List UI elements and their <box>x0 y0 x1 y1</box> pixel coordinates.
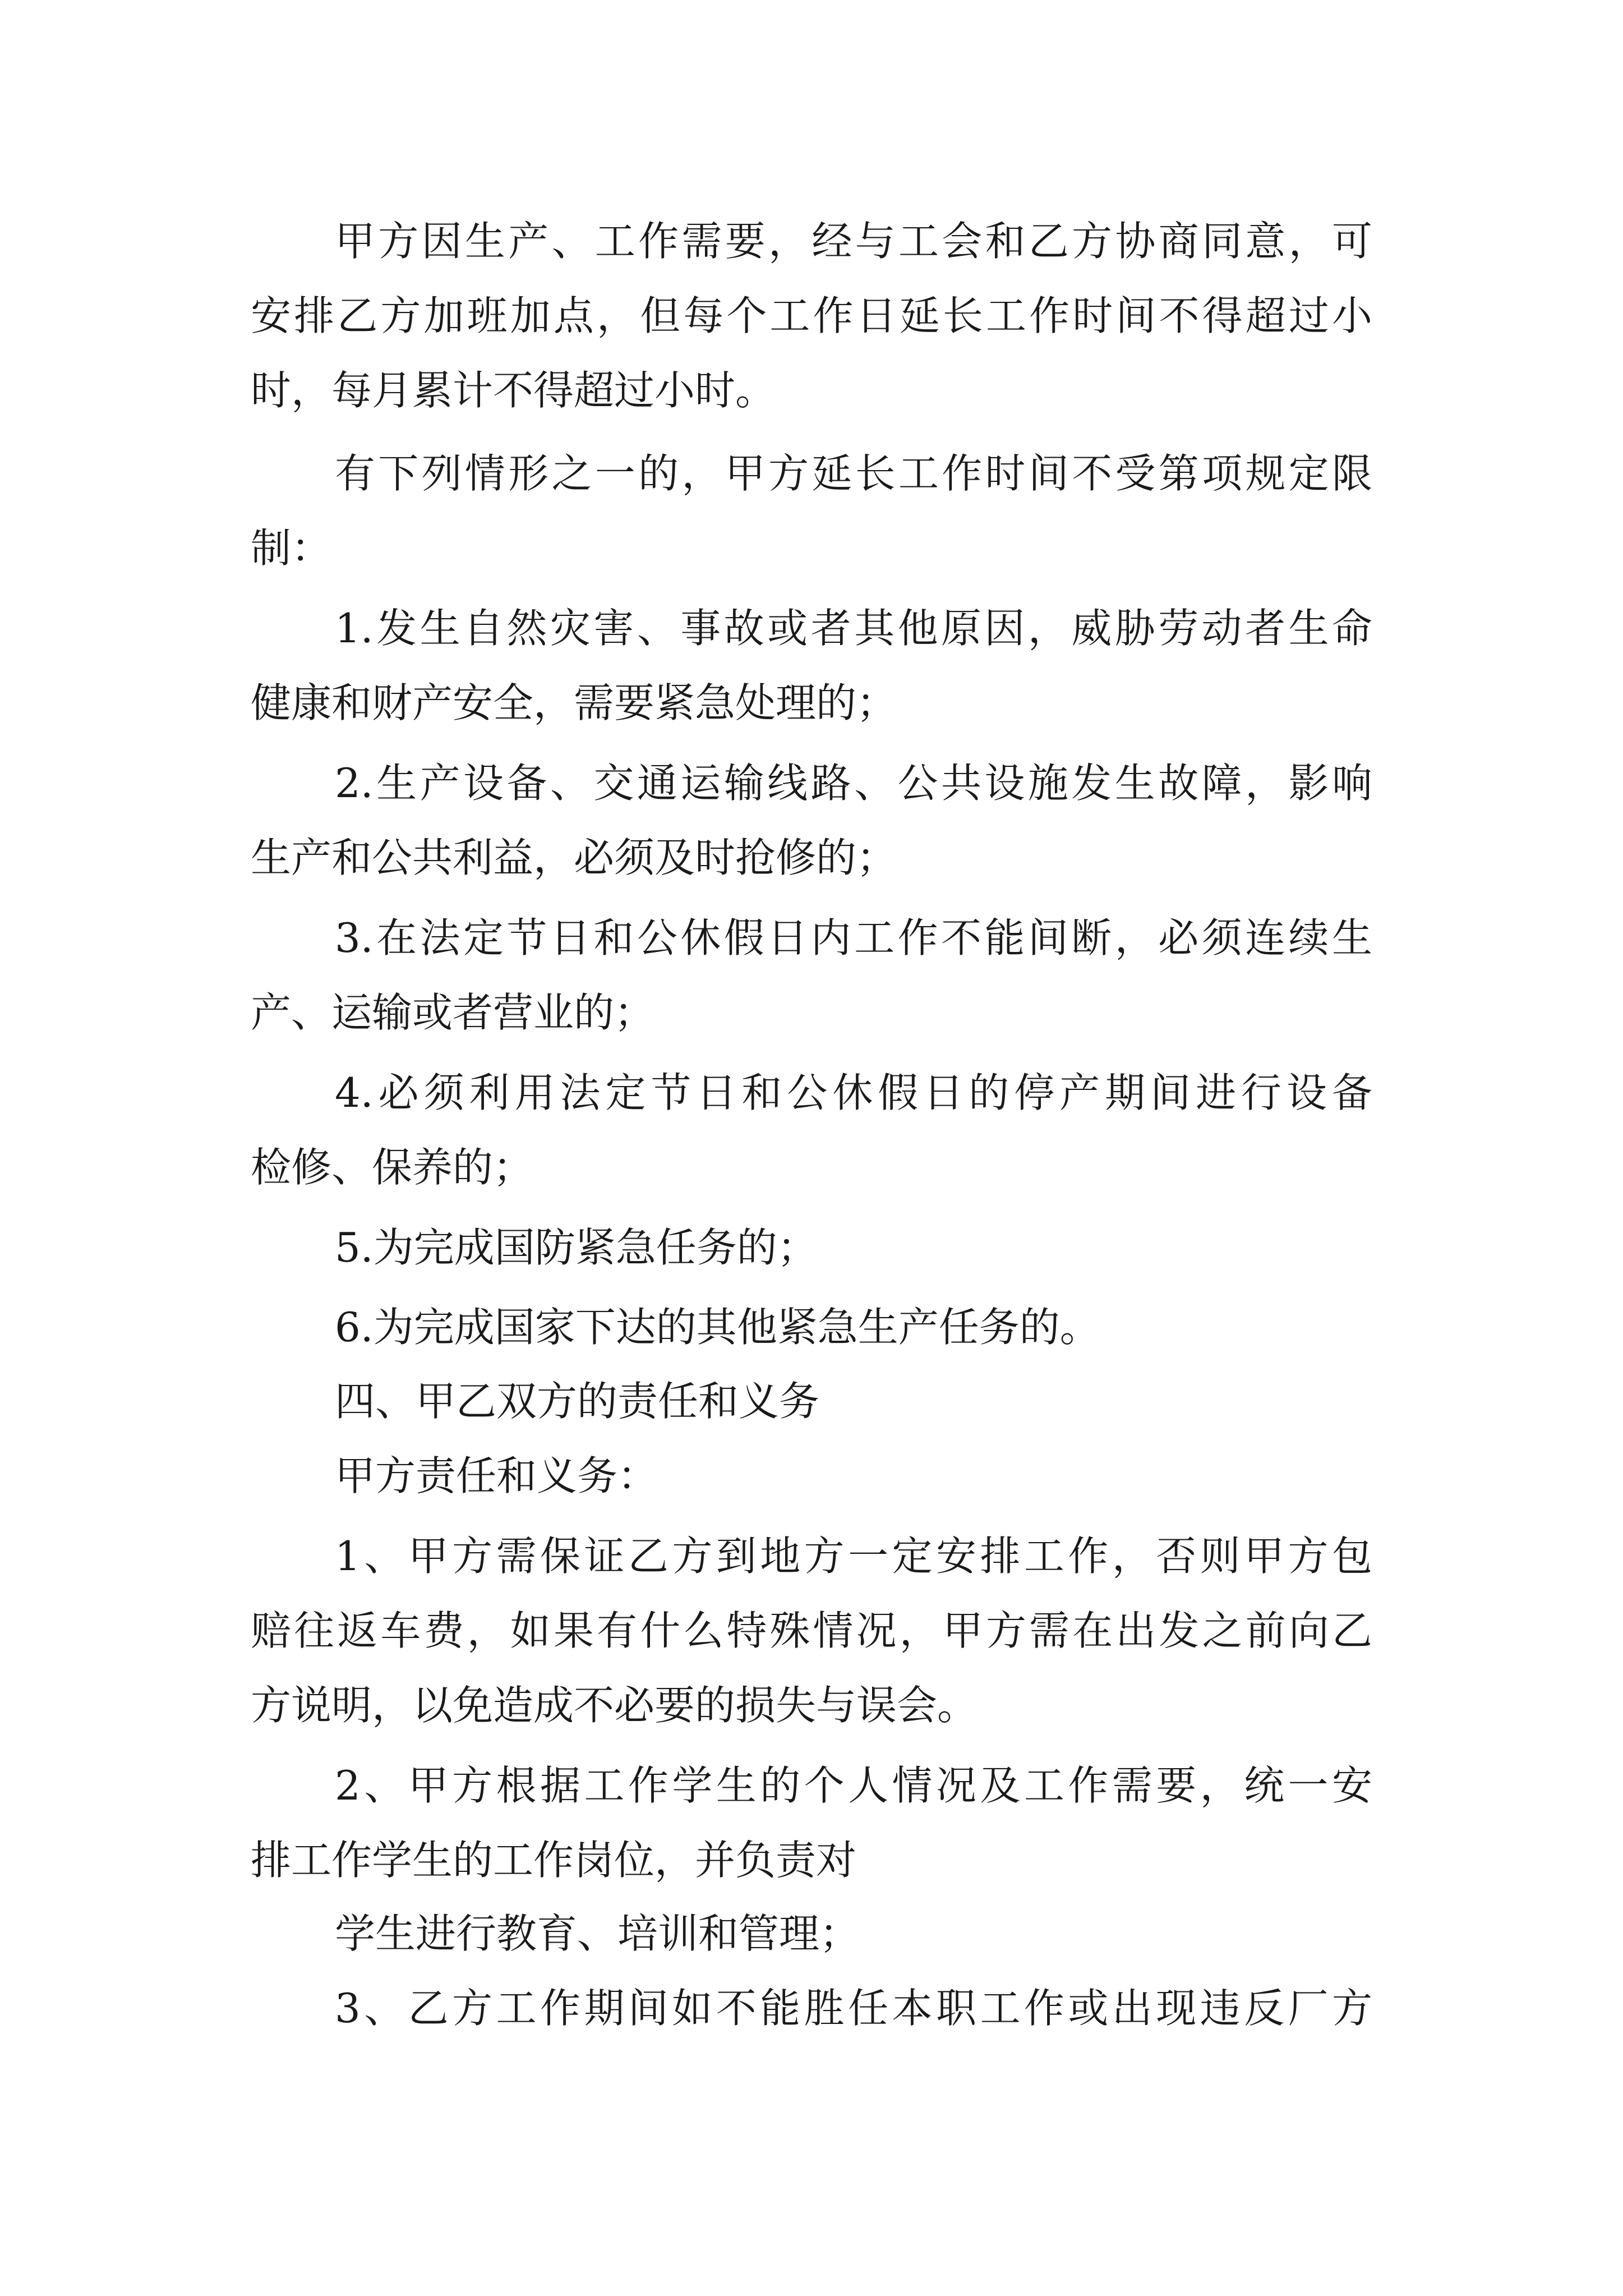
text-line: 甲方责任和义务： <box>335 1452 658 1499</box>
text-line: 制： <box>251 524 332 572</box>
text-line: 5.为完成国防紧急任务的； <box>335 1224 818 1271</box>
text-line: 健康和财产安全，需要紧急处理的； <box>251 679 897 726</box>
text-line: 1、甲方需保证乙方到地方一定安排工作，否则甲方包 <box>335 1533 1372 1580</box>
text-line: 安排乙方加班加点，但每个工作日延长工作时间不得超过小 <box>251 292 1372 339</box>
text-line: 2、甲方根据工作学生的个人情况及工作需要，统一安 <box>335 1762 1372 1809</box>
text-line: 学生进行教育、培训和管理； <box>335 1910 860 1957</box>
text-line: 方说明，以免造成不必要的损失与误会。 <box>251 1682 978 1729</box>
text-line: 时，每月累计不得超过小时。 <box>251 367 776 414</box>
text-line: 3、乙方工作期间如不能胜任本职工作或出现违反厂方 <box>335 1985 1372 2032</box>
text-line: 2.生产设备、交通运输线路、公共设施发生故障，影响 <box>335 760 1372 807</box>
text-line: 赔往返车费，如果有什么特殊情况，甲方需在出发之前向乙 <box>251 1607 1372 1654</box>
text-line: 排工作学生的工作岗位，并负责对 <box>251 1837 857 1884</box>
text-line: 4.必须利用法定节日和公休假日的停产期间进行设备 <box>335 1069 1372 1116</box>
text-line: 甲方因生产、工作需要，经与工会和乙方协商同意，可 <box>335 218 1372 265</box>
text-line: 有下列情形之一的，甲方延长工作时间不受第项规定限 <box>335 450 1372 497</box>
text-line: 产、运输或者营业的； <box>251 989 655 1036</box>
text-line: 生产和公共利益，必须及时抢修的； <box>251 834 897 881</box>
text-line: 检修、保养的； <box>251 1144 534 1191</box>
text-line: 1.发生自然灾害、事故或者其他原因，威胁劳动者生命 <box>335 605 1372 652</box>
text-line: 四、甲乙双方的责任和义务 <box>335 1378 820 1425</box>
text-line: 3.在法定节日和公休假日内工作不能间断，必须连续生 <box>335 914 1372 961</box>
text-line: 6.为完成国家下达的其他紧急生产任务的。 <box>335 1304 1100 1351</box>
